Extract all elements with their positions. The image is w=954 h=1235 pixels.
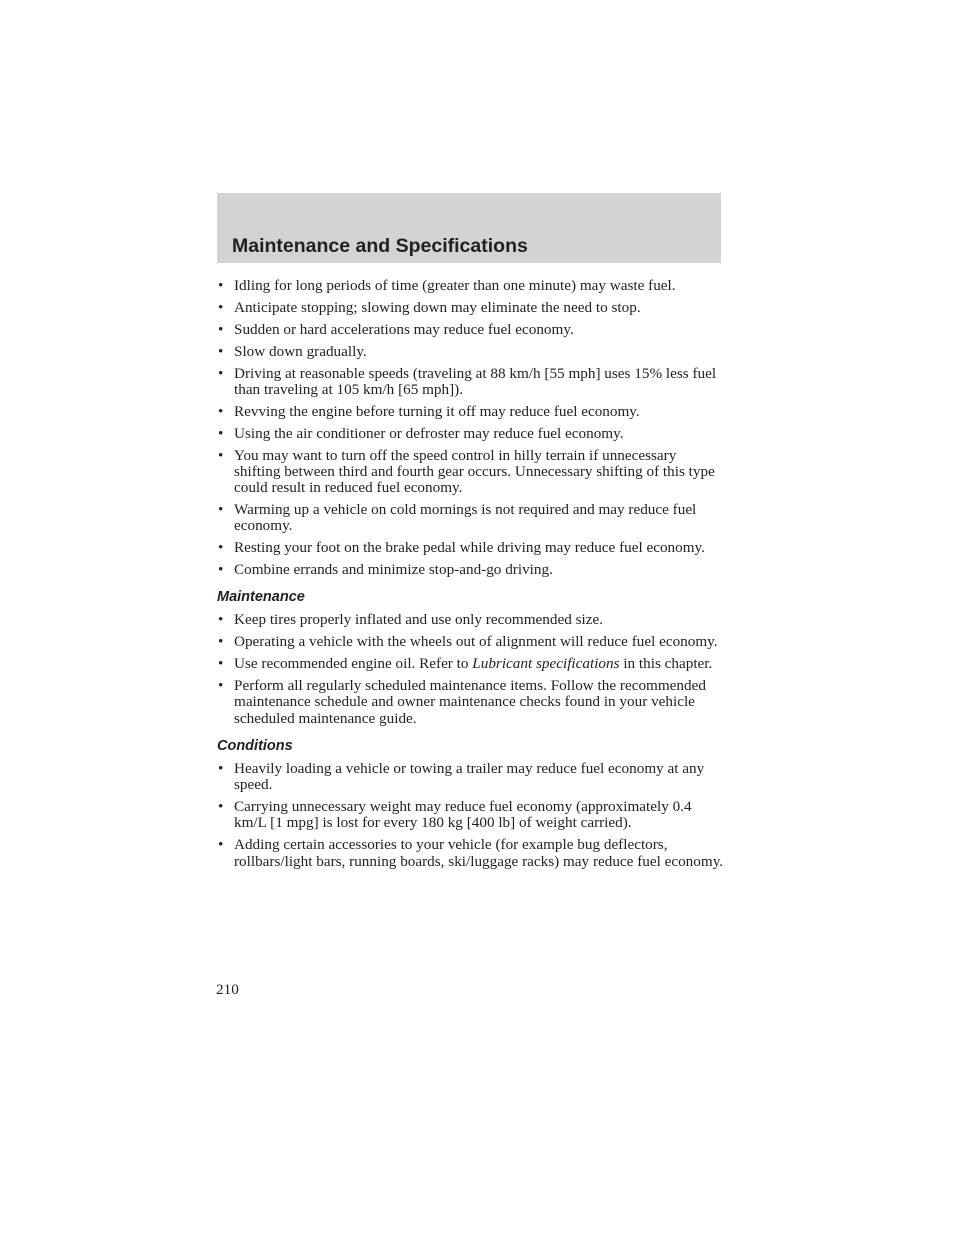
list-item: • Heavily loading a vehicle or towing a trailer may reduce fuel economy at any speed. bbox=[218, 759, 705, 794]
page-number: 210 bbox=[216, 981, 239, 998]
bullet-icon: • bbox=[218, 501, 224, 519]
bullet-icon: • bbox=[218, 633, 224, 651]
list-item: • Slow down gradually. bbox=[218, 342, 367, 360]
list-item: • Combine errands and minimize stop-and-go driving. bbox=[218, 561, 553, 579]
bullet-icon: • bbox=[218, 836, 224, 854]
maintenance-heading: Maintenance bbox=[217, 589, 305, 606]
bullet-icon: • bbox=[218, 277, 224, 294]
list-item: • Perform all regularly scheduled maintenance items. Follow the recommended maintenance schedule and owner maintenance checks found in your vehicle scheduled maintenance guide. bbox=[218, 677, 706, 727]
bullet-icon: • bbox=[218, 655, 224, 673]
page-content bbox=[217, 278, 725, 876]
list-item: • Idling for long periods of time (greater than one minute) may waste fuel. bbox=[218, 277, 676, 294]
bullet-icon: • bbox=[218, 402, 224, 420]
bullet-icon: • bbox=[218, 561, 224, 579]
bullet-icon: • bbox=[218, 539, 224, 557]
bullet-icon: • bbox=[218, 298, 224, 316]
maintenance-list bbox=[217, 612, 725, 727]
conditions-list bbox=[217, 761, 725, 870]
list-item: • Resting your foot on the brake pedal while driving may reduce fuel economy. bbox=[218, 539, 705, 557]
bullet-icon: • bbox=[218, 424, 224, 442]
bullet-icon: • bbox=[218, 611, 224, 629]
bullet-icon: • bbox=[218, 364, 224, 382]
list-item: • Sudden or hard accelerations may reduce fuel economy. bbox=[218, 320, 574, 338]
list-item: • Carrying unnecessary weight may reduce fuel economy (approximately 0.4 km/L [1 mpg] is lost for every 180 kg [400 lb] of weight carried). bbox=[218, 798, 692, 832]
section-header bbox=[217, 193, 721, 263]
bullet-icon: • bbox=[218, 798, 224, 816]
list-item: • Driving at reasonable speeds (traveling at 88 km/h [55 mph] uses 15% less fuel than traveling at 105 km/h [65 mph]). bbox=[218, 364, 717, 398]
bullet-icon: • bbox=[218, 677, 224, 695]
bullet-icon: • bbox=[218, 320, 224, 338]
bullet-icon: • bbox=[218, 342, 224, 360]
section-title: Maintenance and Specifications bbox=[232, 235, 528, 257]
list-item: • You may want to turn off the speed control in hilly terrain if unnecessary shifting between third and fourth gear occurs. Unnecessary shifting of this type could result in reduced fuel economy. bbox=[218, 446, 715, 497]
list-item: • Anticipate stopping; slowing down may eliminate the need to stop. bbox=[218, 298, 641, 316]
lubricant-specifications-reference: Lubricant specifications bbox=[472, 655, 620, 673]
list-item: • Using the air conditioner or defroster may reduce fuel economy. bbox=[218, 424, 624, 442]
conditions-heading: Conditions bbox=[217, 737, 293, 754]
bullet-icon: • bbox=[218, 446, 224, 464]
list-item: • Adding certain accessories to your vehicle (for example bug deflectors, rollbars/light bars, running boards, ski/luggage racks) may reduce fuel economy. bbox=[218, 836, 724, 870]
list-item: • Keep tires properly inflated and use only recommended size. bbox=[218, 611, 604, 629]
list-item: • Warming up a vehicle on cold mornings is not required and may reduce fuel economy. bbox=[218, 501, 697, 535]
bullet-icon: • bbox=[218, 759, 224, 777]
list-item: • Use recommended engine oil. Refer to Lubricant specifications in this chapter. bbox=[218, 655, 713, 673]
list-item: • Revving the engine before turning it off may reduce fuel economy. bbox=[218, 402, 640, 420]
driving-tips-list bbox=[217, 278, 725, 578]
list-item: • Operating a vehicle with the wheels out of alignment will reduce fuel economy. bbox=[218, 633, 718, 651]
